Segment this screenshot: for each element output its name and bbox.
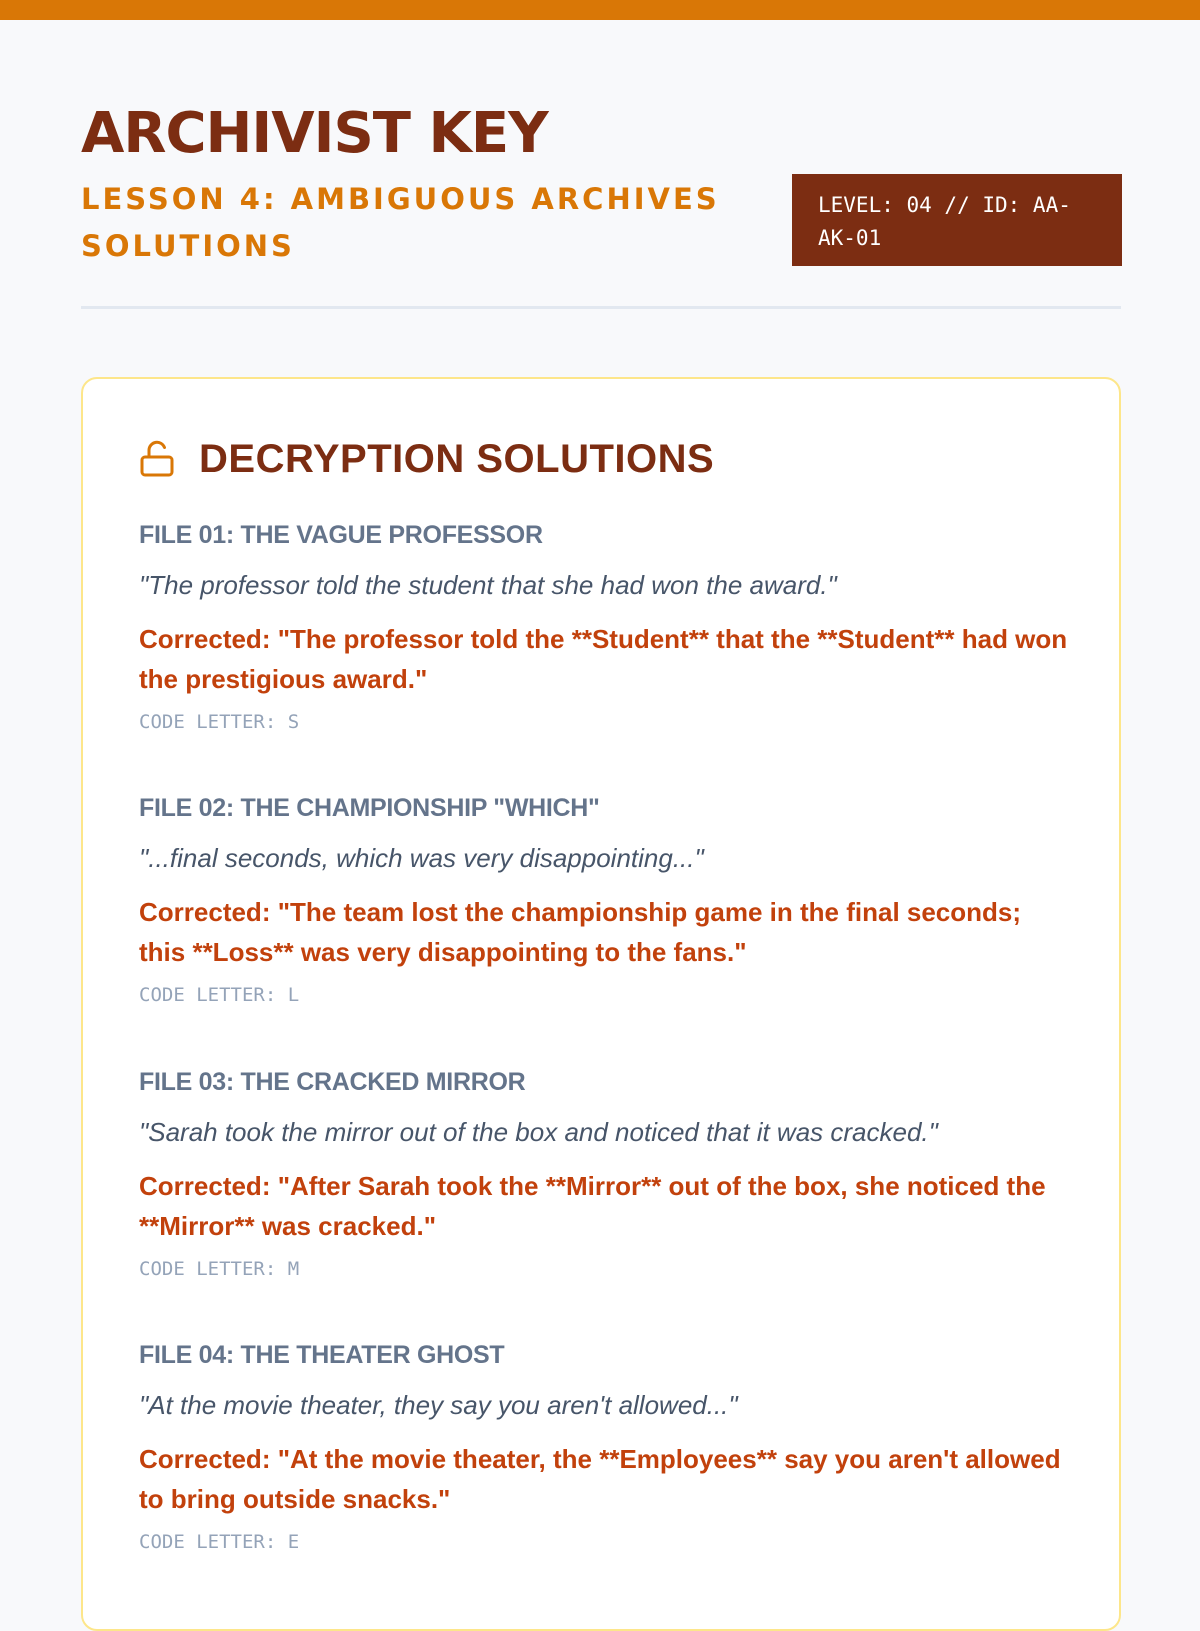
corrected-sentence: Corrected: "The professor told the **Student** that the **Student** had won the prestigious award."	[139, 624, 1068, 694]
original-quote: "Sarah took the mirror out of the box and noticed that it was cracked."	[139, 1117, 938, 1147]
code-letter: CODE LETTER: M	[139, 1258, 300, 1280]
code-letter: CODE LETTER: S	[139, 711, 300, 733]
file-heading: FILE 01: THE VAGUE PROFESSOR	[139, 521, 543, 549]
corrected-sentence: Corrected: "The team lost the championship game in the final seconds; this **Loss** was very disappointing to the fans."	[139, 897, 1022, 967]
code-letter: CODE LETTER: E	[139, 1531, 300, 1553]
solutions-heading	[139, 435, 714, 483]
solutions-card	[81, 377, 1121, 1631]
original-quote: "...final seconds, which was very disappointing..."	[139, 843, 704, 873]
solution-file	[139, 792, 1069, 1008]
level-id-badge: LEVEL: 04 // ID: AA-AK-01	[792, 174, 1122, 266]
corrected-sentence: Corrected: "At the movie theater, the **Employees** say you aren't allowed to bring outside snacks."	[139, 1444, 1061, 1514]
lesson-subtitle: LESSON 4: AMBIGUOUS ARCHIVES SOLUTIONS	[81, 182, 720, 263]
file-heading: FILE 03: THE CRACKED MIRROR	[139, 1068, 526, 1096]
lock-icon	[139, 438, 179, 480]
page-title: ARCHIVIST KEY	[81, 101, 548, 166]
original-quote: "The professor told the student that she had won the award."	[139, 570, 837, 600]
solutions-title: DECRYPTION SOLUTIONS	[199, 436, 715, 481]
file-heading: FILE 02: THE CHAMPIONSHIP "WHICH"	[139, 794, 600, 822]
document-header	[81, 100, 1121, 263]
corrected-sentence: Corrected: "After Sarah took the **Mirror** out of the box, she noticed the **Mirror** was cracked."	[139, 1171, 1046, 1241]
original-quote: "At the movie theater, they say you aren't allowed..."	[139, 1390, 738, 1420]
header-divider	[81, 306, 1121, 309]
solution-file	[139, 1339, 1069, 1555]
top-accent-bar	[0, 0, 1200, 20]
solution-file	[139, 1066, 1069, 1282]
file-heading: FILE 04: THE THEATER GHOST	[139, 1341, 505, 1369]
code-letter: CODE LETTER: L	[139, 984, 300, 1006]
solution-file	[139, 519, 1069, 735]
